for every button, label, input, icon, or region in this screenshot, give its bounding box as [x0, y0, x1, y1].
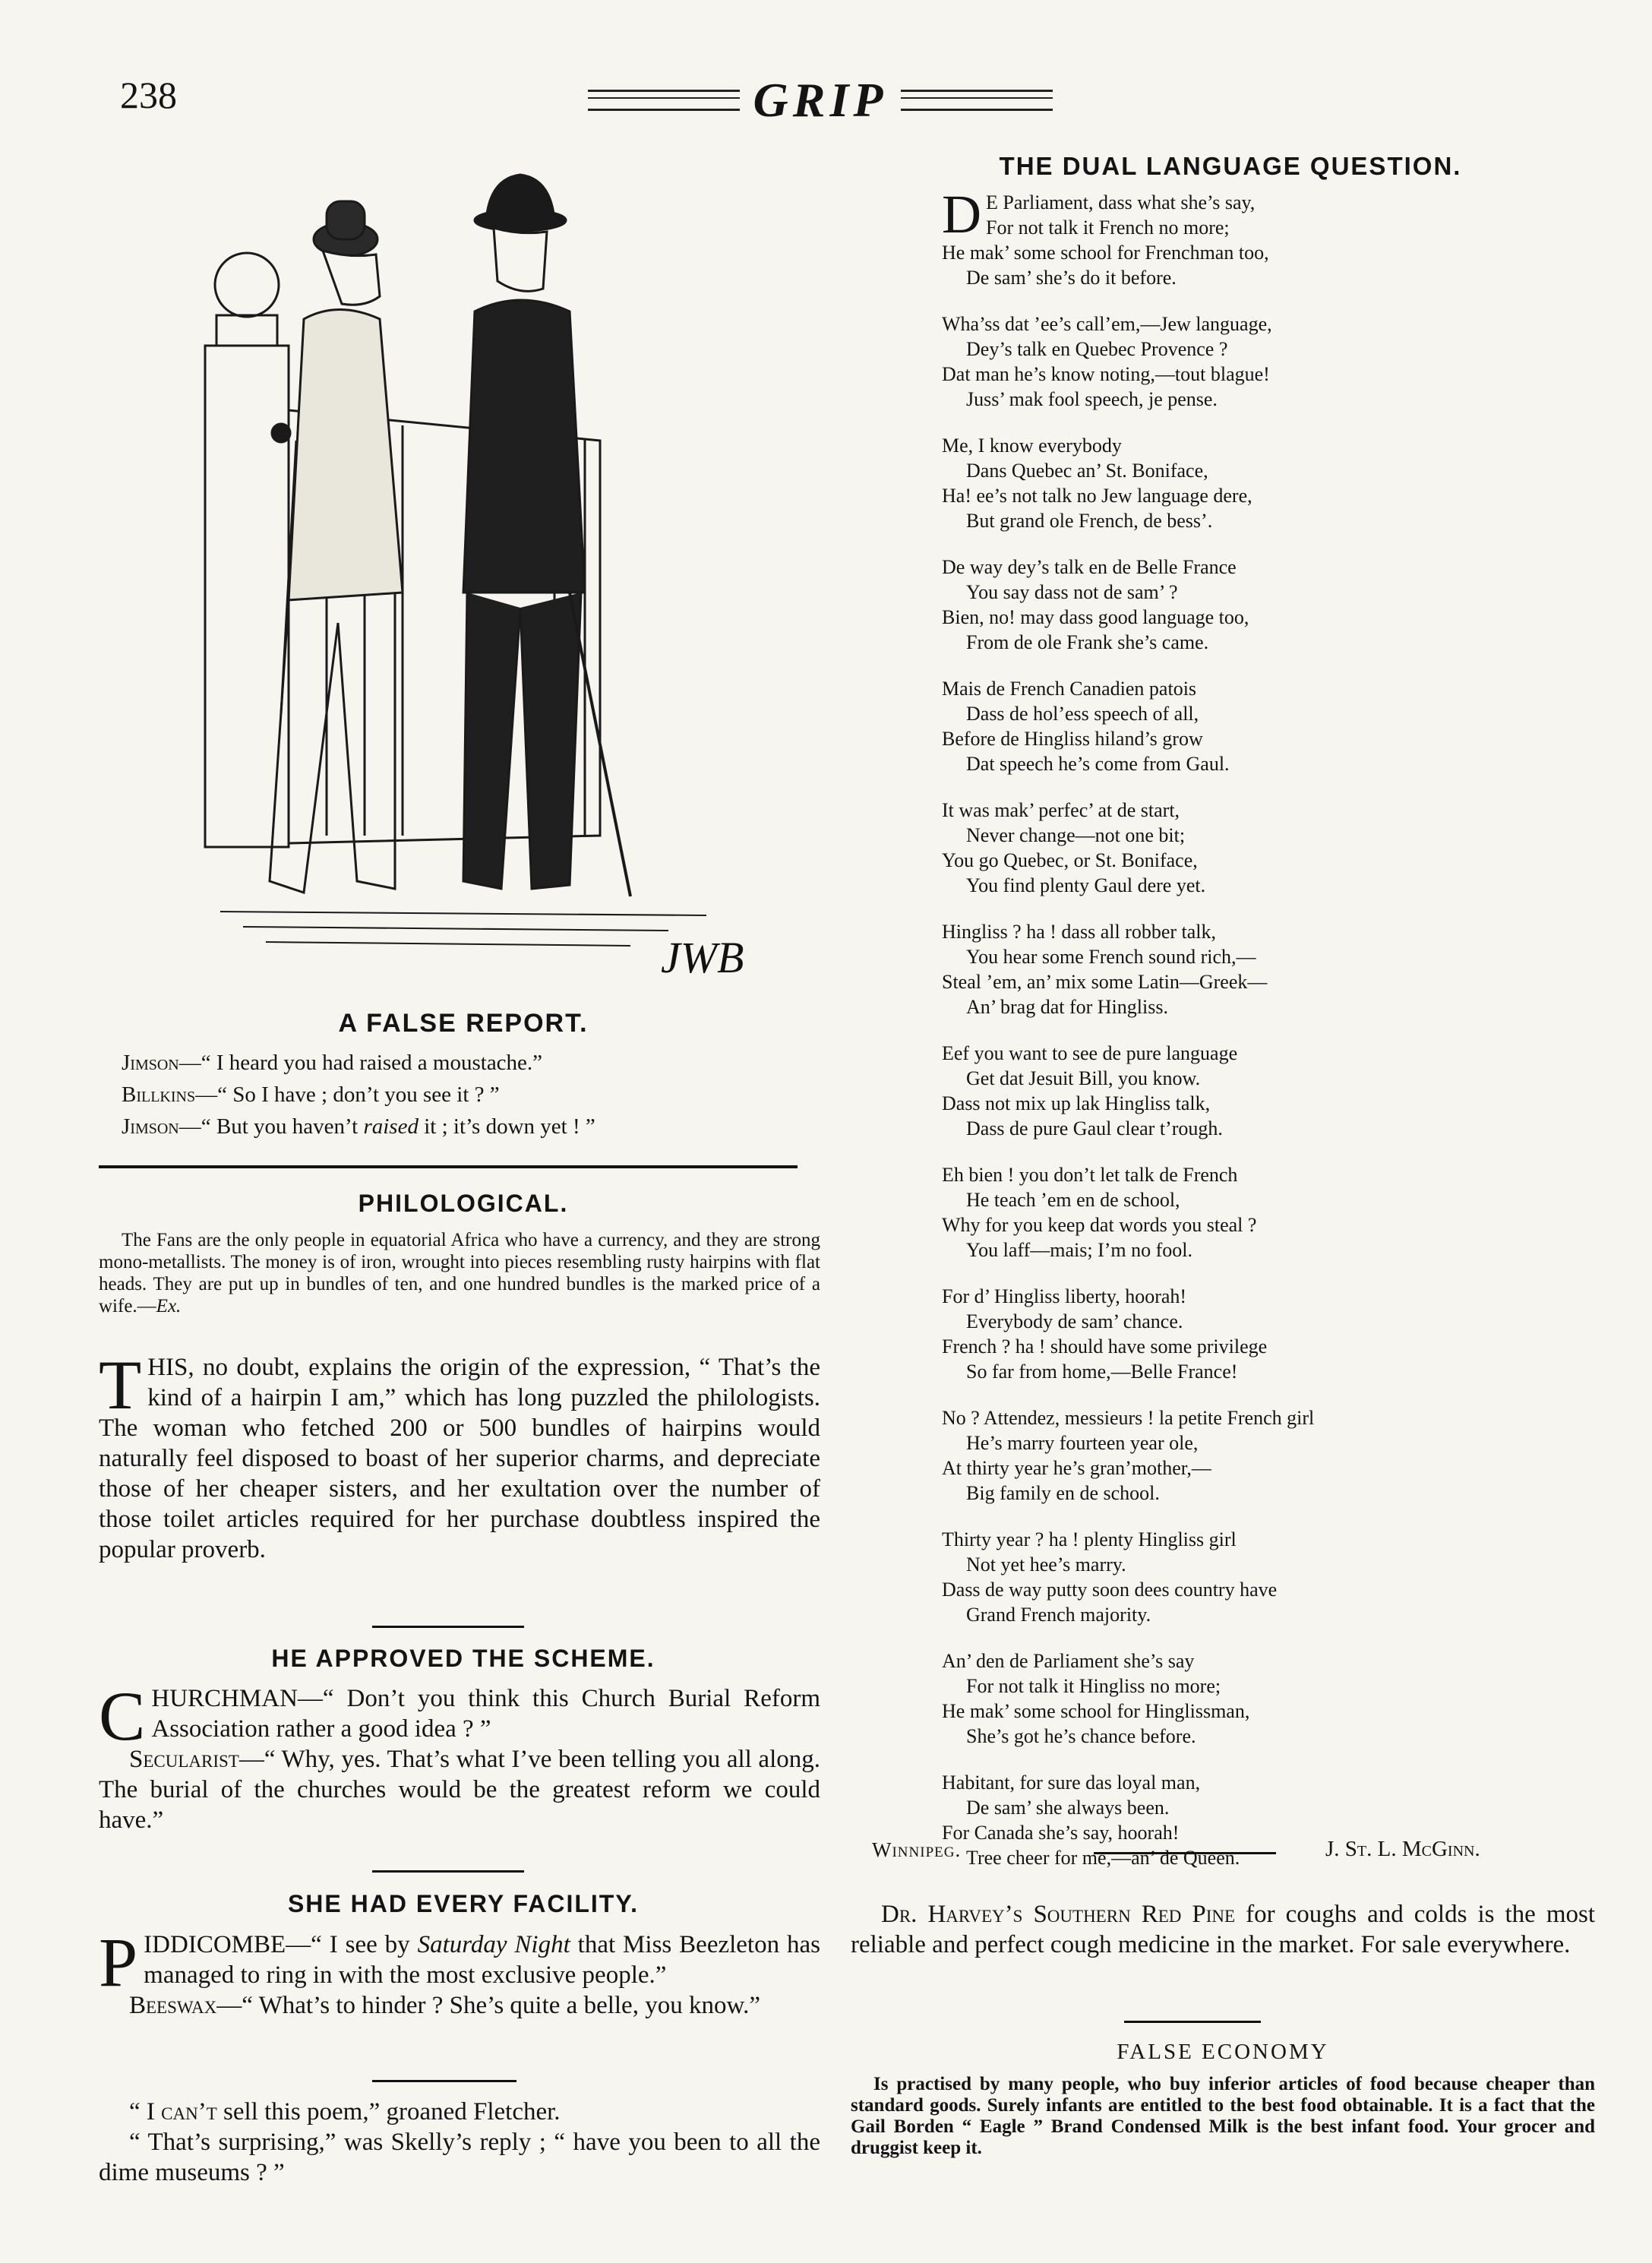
false-report-dialogue — [122, 1047, 828, 1143]
poem-joke — [99, 2097, 820, 2188]
approved-scheme-body — [99, 1677, 820, 1835]
poem-line: An’ brag dat for Hingliss. — [966, 996, 1168, 1018]
poem-stanza — [942, 798, 1595, 898]
poem-line: Dass de hol’ess speech of all, — [966, 703, 1199, 725]
speaker-name: IDDICOMBE — [144, 1931, 286, 1958]
poem-line: He teach ’em en de school, — [966, 1189, 1180, 1211]
poem-stanza — [942, 919, 1595, 1019]
poem-stanza — [942, 184, 1595, 290]
quote-source: Ex. — [156, 1296, 182, 1316]
section-divider — [99, 1165, 798, 1168]
section-divider-short — [1124, 2021, 1261, 2023]
facility-title: SHE HAD EVERY FACILITY. — [287, 1890, 640, 1917]
poem-line: E Parliament, dass what she’s say, — [986, 191, 1256, 213]
poem-stanza — [942, 433, 1595, 533]
poem-line: Dass de pure Gaul clear t’rough. — [966, 1117, 1223, 1139]
line-text: —“ Why, yes. That’s what I’ve been telling you all along. The burial of the churches would be the greatest reform we could have.” — [99, 1746, 820, 1834]
masthead — [547, 70, 1094, 131]
poem-stanza — [942, 676, 1595, 776]
quote-text: The Fans are the only people in equatorial Africa who have a currency, and they are strong mono-metallists. The money is of iron, wrought into pieces resembling rusty hairpins with flat heads. They are put up in bundles of ten, and one hundred bundles is the marked price of a wife.— — [99, 1230, 820, 1316]
jimson-figure — [314, 201, 377, 256]
poem-line: Ha! ee’s not talk no Jew language dere, — [942, 485, 1252, 507]
poem-line: He mak’ some school for Hinglissman, — [942, 1700, 1250, 1722]
masthead-rule-right — [901, 90, 1053, 111]
speaker-name: HURCHMAN — [151, 1685, 298, 1712]
joke-line-2: “ That’s surprising,” was Skelly’s reply ; “ have you been to all the dime museums ? ” — [99, 2129, 820, 2186]
facility-body — [99, 1923, 820, 2021]
poem-line: For not talk it Hingliss no more; — [966, 1675, 1221, 1697]
approved-line-1 — [99, 1677, 820, 1755]
facility-line-1 — [99, 1923, 820, 2001]
poem-line: Tree cheer for me,—an’ de Queen. — [966, 1847, 1240, 1869]
poem-line: An’ den de Parliament she’s say — [942, 1650, 1195, 1672]
line-text: —“ But you haven’t — [178, 1114, 364, 1139]
speaker-name: Jimson — [122, 1114, 179, 1139]
poem-line: At thirty year he’s gran’mother,— — [942, 1457, 1211, 1479]
poem-line: No ? Attendez, messieurs ! la petite French girl — [942, 1407, 1315, 1429]
poem-line: Bien, no! may dass good language too, — [942, 606, 1249, 628]
section-divider-short — [1094, 1852, 1276, 1854]
line-text: “ I — [129, 2098, 162, 2126]
line-text: —“ What’s to hinder ? She’s quite a belle, you know.” — [216, 1992, 761, 2019]
poem-line: De way dey’s talk en de Belle France — [942, 556, 1237, 578]
poem-line: You find plenty Gaul dere yet. — [966, 874, 1206, 896]
poem-author: J. St. L. McGinn. — [1325, 1837, 1480, 1861]
philological-body — [99, 1346, 820, 1565]
speaker-name: Secularist — [129, 1746, 239, 1773]
poem-line: Dat man he’s know noting,—tout blague! — [942, 363, 1270, 385]
line-emphasis: Saturday Night — [417, 1931, 570, 1958]
dialogue-line-1 — [122, 1047, 828, 1079]
poem-line: Eh bien ! you don’t let talk de French — [942, 1164, 1238, 1186]
poem-line: Dat speech he’s come from Gaul. — [966, 753, 1230, 775]
poem-line: You hear some French sound rich,— — [966, 946, 1256, 968]
poem-line: For not talk it French no more; — [986, 217, 1230, 239]
section-divider-short — [372, 2080, 516, 2082]
dual-language-title: THE DUAL LANGUAGE QUESTION. — [999, 152, 1462, 180]
line-text: it ; it’s down yet ! ” — [418, 1114, 595, 1139]
line-text: sell this poem,” groaned Fletcher. — [216, 2098, 561, 2126]
poem-line: Juss’ mak fool speech, je pense. — [966, 388, 1218, 410]
poem-line: You go Quebec, or St. Boniface, — [942, 849, 1198, 871]
poem-line: Not yet hee’s marry. — [966, 1553, 1126, 1576]
poem-line: Everybody de sam’ chance. — [966, 1310, 1183, 1332]
poem-line: For d’ Hingliss liberty, hoorah! — [942, 1285, 1187, 1307]
poem-stanza — [942, 1041, 1595, 1141]
poem-stanza — [942, 1162, 1595, 1263]
poem-line: Wha’ss dat ’ee’s call’em,—Jew language, — [942, 313, 1272, 335]
poem-stanza — [942, 1527, 1595, 1627]
line-text: —“ I heard you had raised a moustache.” — [178, 1051, 543, 1075]
poem-line: Grand French majority. — [966, 1604, 1151, 1626]
poem-line: Dey’s talk en Quebec Provence ? — [966, 338, 1228, 360]
false-economy-title: FALSE ECONOMY — [1117, 2040, 1329, 2064]
speaker-name: Billkins — [122, 1083, 196, 1107]
line-text: —“ Don’t you think this Church Burial Reform Association rather a good idea ? ” — [151, 1685, 820, 1743]
approved-line-2 — [99, 1744, 820, 1835]
page-number: 238 — [120, 74, 177, 116]
poem-stanza — [942, 311, 1595, 412]
dialogue-line-3 — [122, 1111, 828, 1143]
philological-title: PHILOLOGICAL. — [358, 1190, 569, 1217]
poem-place: Winnipeg. — [872, 1838, 962, 1861]
masthead-title: GRIP — [753, 73, 888, 127]
cartoon-illustration — [175, 167, 752, 995]
poem-line: You say dass not de sam’ ? — [966, 581, 1178, 603]
poem-line: De sam’ she’s do it before. — [966, 267, 1177, 289]
poem-line: Steal ’em, an’ mix some Latin—Greek— — [942, 971, 1268, 993]
drop-cap: T — [99, 1346, 142, 1424]
poem-line: French ? ha ! should have some privilege — [942, 1335, 1268, 1357]
dual-language-poem — [942, 184, 1595, 1892]
poem-line: Before de Hingliss hiland’s grow — [942, 728, 1203, 750]
line-text: that Miss Beezleton has managed to ring in with the most exclusive people.” — [144, 1931, 820, 1989]
poem-line: Me, I know everybody — [942, 435, 1122, 457]
line-emphasis: raised — [363, 1114, 419, 1139]
poem-line: She’s got he’s chance before. — [966, 1725, 1196, 1747]
masthead-rule-left — [588, 90, 740, 111]
approved-scheme-title: HE APPROVED THE SCHEME. — [271, 1645, 655, 1672]
poem-line: Hingliss ? ha ! dass all robber talk, — [942, 921, 1217, 943]
poem-stanza — [942, 555, 1595, 655]
speaker-name: Jimson — [122, 1051, 179, 1075]
poem-line: You laff—mais; I’m no fool. — [966, 1239, 1193, 1261]
line-text: —“ I see by — [286, 1931, 418, 1958]
poem-line: Never change—not one bit; — [966, 824, 1186, 846]
line-small-caps: can’t — [161, 2098, 217, 2126]
poem-line: Mais de French Canadien patois — [942, 678, 1197, 700]
billkins-figure — [475, 175, 566, 231]
section-divider-short — [372, 1870, 524, 1873]
dialogue-line-2 — [122, 1079, 828, 1111]
poem-line: Habitant, for sure das loyal man, — [942, 1772, 1201, 1794]
poem-line: Thirty year ? ha ! plenty Hingliss girl — [942, 1528, 1237, 1550]
poem-line: He’s marry fourteen year ole, — [966, 1432, 1199, 1454]
poem-line: He mak’ some school for Frenchman too, — [942, 242, 1269, 264]
poem-stanza — [942, 1284, 1595, 1384]
ad-text: for coughs and colds is the most reliable and perfect cough medicine in the market. For sale everywhere. — [851, 1901, 1595, 1958]
drop-cap: D — [942, 184, 981, 245]
artist-monogram: JWB — [661, 933, 744, 982]
poem-line: Get dat Jesuit Bill, you know. — [966, 1067, 1201, 1089]
philological-quote — [99, 1229, 820, 1317]
ground-shading — [220, 912, 706, 946]
false-report-title: A FALSE REPORT. — [338, 1009, 589, 1038]
poem-line: But grand ole French, de bess’. — [966, 510, 1213, 532]
billkins-body — [463, 228, 630, 896]
poem-line: Big family en de school. — [966, 1482, 1160, 1504]
body-text: HIS, no doubt, explains the origin of the expression, “ That’s the kind of a hairpin I am,” which has long puzzled the philologists. The woman who fetched 200 or 500 bundles of hairpins would naturally feel disposed to boast of her superior charms, and depreciate those of her cheaper sisters, and her exultation over the number of those toilet articles required for her purchase doubtless inspired the popular proverb. — [99, 1354, 820, 1563]
poem-line: Eef you want to see de pure language — [942, 1042, 1238, 1064]
poem-stanza — [942, 1405, 1595, 1506]
facility-line-2 — [99, 1990, 820, 2021]
poem-line: De sam’ she always been. — [966, 1797, 1170, 1819]
poem-stanza — [942, 1648, 1595, 1749]
poem-line: So far from home,—Belle France! — [966, 1361, 1238, 1383]
poem-line: Dass de way putty soon dees country have — [942, 1579, 1278, 1601]
poem-stanza — [942, 1770, 1595, 1870]
false-economy-body — [851, 2074, 1595, 2159]
section-divider-short — [372, 1626, 524, 1628]
joke-line-1 — [99, 2097, 820, 2127]
line-text: —“ So I have ; don’t you see it ? ” — [195, 1083, 500, 1107]
poem-line: Why for you keep dat words you steal ? — [942, 1214, 1257, 1236]
poem-line: Dass not mix up lak Hingliss talk, — [942, 1092, 1211, 1114]
poem-line: For Canada she’s say, hoorah! — [942, 1822, 1180, 1844]
economy-text: Is practised by many people, who buy inferior articles of food because cheaper than standard goods. Surely infants are entitled to the best food obtainable. It is a fact that the Gail Borden “ Eagle ” Brand Condensed Milk is the best infant food. Your grocer and druggist keep it. — [851, 2074, 1595, 2158]
speaker-name: Beeswax — [129, 1992, 217, 2019]
poem-line: From de ole Frank she’s came. — [966, 631, 1209, 653]
drop-cap: C — [99, 1677, 146, 1755]
poem-line: Dans Quebec an’ St. Boniface, — [966, 460, 1208, 482]
red-pine-advertisement — [851, 1899, 1595, 1960]
poem-line: It was mak’ perfec’ at de start, — [942, 799, 1180, 821]
drop-cap: P — [99, 1923, 138, 2001]
ad-lead: Dr. Harvey’s Southern Red Pine — [881, 1901, 1236, 1928]
